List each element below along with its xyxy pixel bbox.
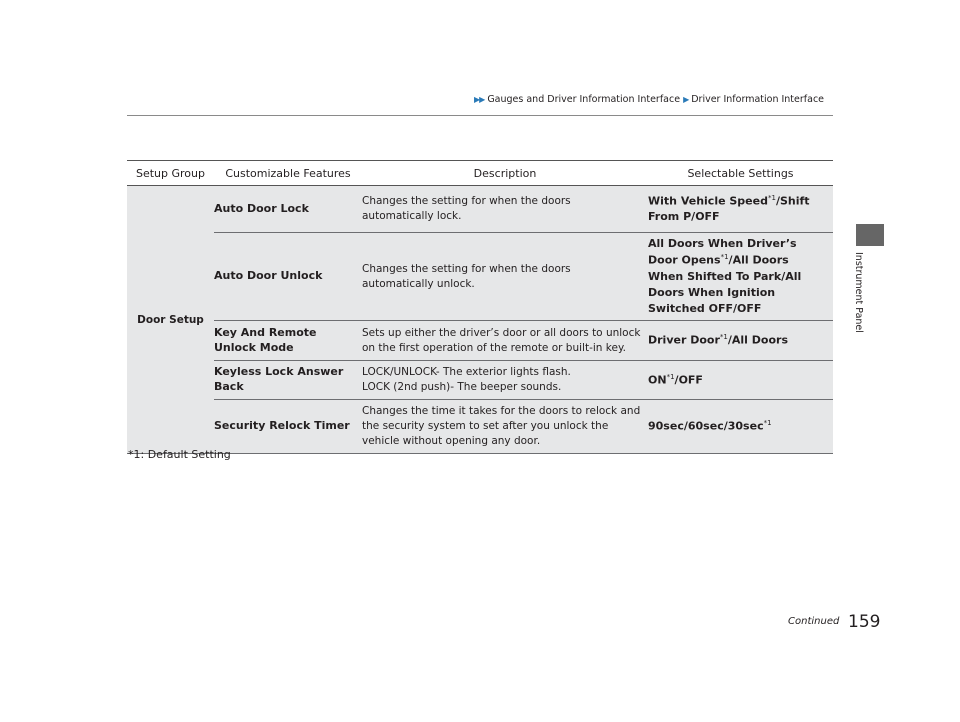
default-marker: *1 xyxy=(763,419,772,428)
description-cell: Changes the setting for when the doors automatically unlock. xyxy=(362,233,648,321)
description-cell xyxy=(362,361,648,400)
breadcrumb-arrow-icon: ▶ xyxy=(683,95,689,104)
setting-option: OFF xyxy=(678,373,703,387)
table-row xyxy=(127,361,833,400)
setting-option: Shift From P xyxy=(648,194,810,224)
table-row xyxy=(127,186,833,233)
feature-cell: Key And Remote Unlock Mode xyxy=(214,321,362,361)
setting-separator: / xyxy=(674,373,679,387)
feature-cell: Auto Door Lock xyxy=(214,186,362,233)
setting-separator: / xyxy=(728,253,733,267)
setting-option: All Doors xyxy=(731,333,788,347)
setting-option: Driver Door xyxy=(648,333,720,347)
footnote: *1: Default Setting xyxy=(128,448,231,461)
breadcrumb xyxy=(474,94,824,105)
settings-cell xyxy=(648,186,833,233)
setting-option: 30sec xyxy=(727,419,764,433)
setting-separator: / xyxy=(691,210,696,224)
feature-cell: Auto Door Unlock xyxy=(214,233,362,321)
setting-separator: / xyxy=(727,333,732,347)
description-cell: Changes the setting for when the doors automatically lock. xyxy=(362,186,648,233)
setting-option: With Vehicle Speed xyxy=(648,194,768,208)
default-marker: *1 xyxy=(666,372,675,381)
settings-cell xyxy=(648,361,833,400)
breadcrumb-arrow-icon: ▶▶ xyxy=(474,95,485,104)
setting-option: All Doors When Driver’s Door Opens xyxy=(648,237,797,267)
description-cell: Changes the time it takes for the doors to relock and the security system to set after you unlock the vehicle without opening any door. xyxy=(362,400,648,454)
header-setup-group: Setup Group xyxy=(127,161,214,186)
setting-option: All Doors When Shifted To Park xyxy=(648,253,789,283)
setting-option: OFF xyxy=(695,210,720,224)
header-features: Customizable Features xyxy=(214,161,362,186)
setting-option: 90sec xyxy=(648,419,684,433)
setting-separator: / xyxy=(723,419,728,433)
settings-cell xyxy=(648,321,833,361)
header-settings: Selectable Settings xyxy=(648,161,833,186)
chapter-label-text: Instrument Panel xyxy=(853,252,864,333)
settings-table xyxy=(127,160,833,454)
table-header-row xyxy=(127,161,833,186)
setting-option: OFF xyxy=(737,301,762,315)
setting-option: 60sec xyxy=(687,419,724,433)
chapter-label xyxy=(852,252,866,392)
setting-option: All Doors When Ignition Switched OFF xyxy=(648,269,802,315)
settings-cell xyxy=(648,233,833,321)
feature-cell: Security Relock Timer xyxy=(214,400,362,454)
setting-separator: / xyxy=(781,269,786,283)
breadcrumb-subsection[interactable]: Driver Information Interface xyxy=(691,94,825,105)
table-row xyxy=(127,321,833,361)
setting-separator: / xyxy=(683,419,688,433)
setting-separator: / xyxy=(775,194,780,208)
header-rule xyxy=(127,115,833,116)
header-description: Description xyxy=(362,161,648,186)
setup-group-cell: Door Setup xyxy=(127,186,214,454)
breadcrumb-section[interactable]: Gauges and Driver Information Interface xyxy=(487,94,681,105)
page-number: 159 xyxy=(848,612,881,632)
default-marker: *1 xyxy=(767,193,776,202)
settings-cell xyxy=(648,400,833,454)
description-cell: Sets up either the driver’s door or all doors to unlock on the first operation of the remote or built-in key. xyxy=(362,321,648,361)
setting-separator: / xyxy=(733,301,738,315)
chapter-tab xyxy=(856,224,884,246)
description-line: LOCK/UNLOCK- The exterior lights flash. xyxy=(362,366,571,379)
description-line: LOCK (2nd push)- The beeper sounds. xyxy=(362,381,562,393)
continued-label: Continued xyxy=(788,616,840,627)
table-row xyxy=(127,233,833,321)
setting-option: ON xyxy=(648,373,667,387)
default-marker: *1 xyxy=(720,253,729,262)
default-marker: *1 xyxy=(719,333,728,342)
feature-cell: Keyless Lock Answer Back xyxy=(214,361,362,400)
table-row xyxy=(127,400,833,454)
